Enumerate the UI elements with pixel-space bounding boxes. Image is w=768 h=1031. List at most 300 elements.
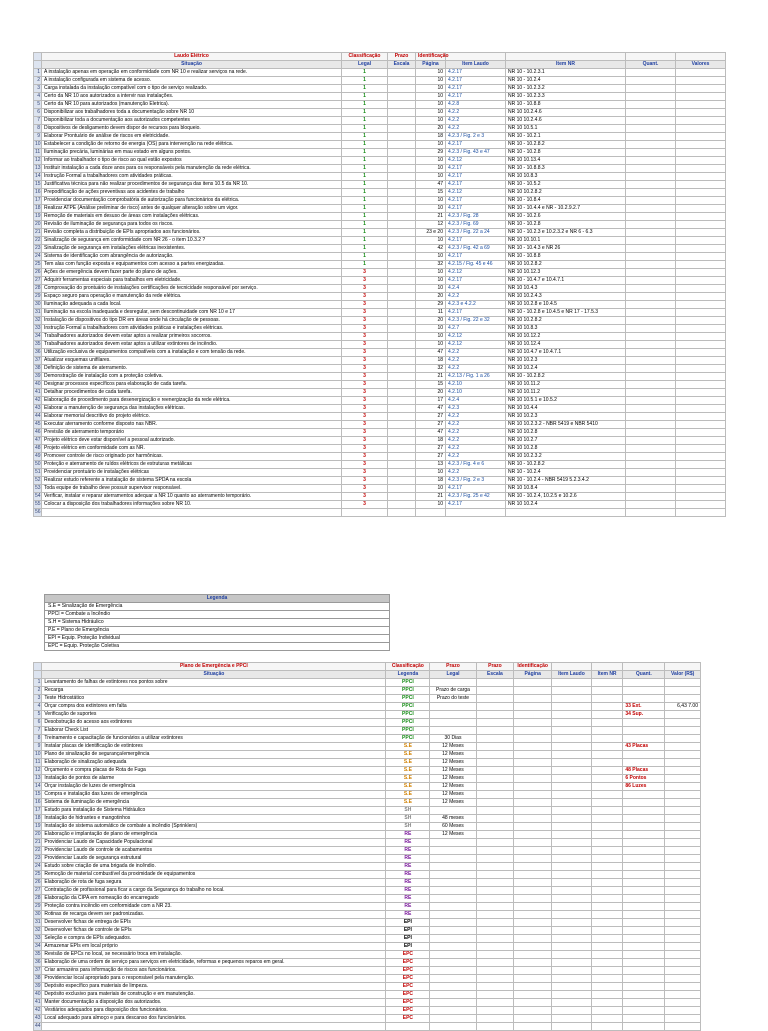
cell-legal: 3 xyxy=(342,269,388,277)
cell-situacao: Projeto elétrico deve estar disponível a pessoal autorizado. xyxy=(42,437,342,445)
table-row xyxy=(34,509,726,517)
header-valor: Valor (R$) xyxy=(665,671,701,679)
row-number: 20 xyxy=(35,831,41,837)
cell-quant xyxy=(626,421,676,429)
cell-pagina: 10 xyxy=(416,341,446,349)
cell-empty xyxy=(514,879,552,887)
cell-valores xyxy=(676,221,726,229)
cell-pagina: 10 xyxy=(416,141,446,149)
cell-empty xyxy=(514,823,552,831)
cell-situacao: Instalação de hidrantes e mangotinhos xyxy=(42,815,386,823)
cell-legal xyxy=(430,943,476,951)
cell-pagina: 10 xyxy=(416,101,446,109)
table-row xyxy=(34,173,726,181)
cell-empty xyxy=(476,823,514,831)
cell-legal: 12 Meses xyxy=(430,799,476,807)
cell-escala xyxy=(388,69,416,77)
cell-empty xyxy=(514,743,552,751)
cell-empty xyxy=(552,855,592,863)
cell-empty xyxy=(591,1015,622,1023)
cell-legenda: S.E xyxy=(386,759,430,767)
cell-empty xyxy=(552,711,592,719)
cell-valores xyxy=(676,429,726,437)
cell-quant: 48 Placas xyxy=(623,767,665,775)
cell-empty xyxy=(591,991,622,999)
table-row xyxy=(34,309,726,317)
cell-situacao: Elaborar Prontuário de análise de riscos em eletricidade. xyxy=(42,133,342,141)
cell-empty xyxy=(552,863,592,871)
cell-valor xyxy=(665,983,701,991)
row-number: 39 xyxy=(35,983,41,989)
cell-escala xyxy=(388,93,416,101)
row-number: 14 xyxy=(35,173,41,179)
cell-legal: 3 xyxy=(342,421,388,429)
cell-quant xyxy=(626,469,676,477)
cell-quant xyxy=(623,751,665,759)
cell-escala xyxy=(388,157,416,165)
cell-empty xyxy=(514,767,552,775)
cell-situacao: Promover controle de risco originado por harmônicas. xyxy=(42,453,342,461)
cell-empty xyxy=(591,935,622,943)
cell-empty xyxy=(514,919,552,927)
row-number: 19 xyxy=(35,213,41,219)
cell-item-laudo: 4.2.2 xyxy=(446,109,506,117)
cell-quant xyxy=(626,509,676,517)
cell-empty xyxy=(476,871,514,879)
cell-legal: 3 xyxy=(342,365,388,373)
cell-empty xyxy=(514,1023,552,1031)
table-row xyxy=(34,991,701,999)
cell-pagina: 32 xyxy=(416,365,446,373)
cell-legenda: S.E xyxy=(386,799,430,807)
cell-legenda: RE xyxy=(386,863,430,871)
cell-valores xyxy=(676,413,726,421)
cell-item-nr: NR 10 - 10.4.7 e 10.4.7.1 xyxy=(506,277,626,285)
cell-legal xyxy=(430,839,476,847)
row-number: 41 xyxy=(35,389,41,395)
cell-legal xyxy=(430,967,476,975)
header-valores: Valores xyxy=(676,61,726,69)
cell-quant xyxy=(623,791,665,799)
cell-quant xyxy=(626,69,676,77)
table-row xyxy=(34,461,726,469)
cell-pagina: 15 xyxy=(416,189,446,197)
cell-item-laudo: 4.2.17 xyxy=(446,85,506,93)
cell-legal: 1 xyxy=(342,189,388,197)
cell-escala xyxy=(388,381,416,389)
row-number: 18 xyxy=(35,205,41,211)
cell-valores xyxy=(676,165,726,173)
cell-legal: 3 xyxy=(342,429,388,437)
cell-quant xyxy=(626,461,676,469)
header-quant: Quant. xyxy=(623,671,665,679)
table-row xyxy=(34,189,726,197)
table-row xyxy=(34,269,726,277)
cell-item-nr: NR 10 10.2.4.3 xyxy=(506,293,626,301)
cell-empty xyxy=(591,919,622,927)
cell-legal: Prazo de carga xyxy=(430,687,476,695)
cell-quant xyxy=(626,293,676,301)
cell-quant xyxy=(623,727,665,735)
header-legenda: Legenda xyxy=(386,671,430,679)
cell-quant xyxy=(626,173,676,181)
cell-situacao: Orçamento e compra placas de Rota de Fuga xyxy=(42,767,386,775)
cell-empty xyxy=(514,783,552,791)
cell-empty xyxy=(514,815,552,823)
cell-situacao: Detalhar procedimentos de cada tarefa. xyxy=(42,389,342,397)
cell-valores xyxy=(676,357,726,365)
cell-quant xyxy=(626,133,676,141)
cell-escala xyxy=(388,365,416,373)
cell-quant xyxy=(623,839,665,847)
cell-empty xyxy=(514,687,552,695)
table-row xyxy=(34,751,701,759)
cell-legal: 3 xyxy=(342,357,388,365)
cell-situacao: Treinamento e capacitação de funcionários a utilizar extintores xyxy=(42,735,386,743)
cell-pagina: 10 xyxy=(416,469,446,477)
cell-empty xyxy=(552,983,592,991)
table-row xyxy=(34,695,701,703)
cell-situacao: Sistema de identificação com abrangência de autorização. xyxy=(42,253,342,261)
cell-legenda: EPC xyxy=(386,951,430,959)
cell-legal: 1 xyxy=(342,157,388,165)
cell-empty xyxy=(591,687,622,695)
row-number: 11 xyxy=(35,759,41,765)
cell-legal xyxy=(430,855,476,863)
cell-situacao: Seleção e compra de EPIs adequados. xyxy=(42,935,386,943)
cell-legenda: RE xyxy=(386,855,430,863)
cell-situacao xyxy=(42,509,342,517)
cell-item-laudo: 4.2.3 / Fig. 25 e 42 xyxy=(446,493,506,501)
cell-quant xyxy=(626,205,676,213)
row-number: 27 xyxy=(35,277,41,283)
cell-situacao: Estudo sobre criação de uma brigada de incêndio. xyxy=(42,863,386,871)
cell-item-laudo: 4.2.3 / Fig. 2 e 3 xyxy=(446,477,506,485)
cell-item-nr: NR 10 - 10.2.8 xyxy=(506,221,626,229)
cell-empty xyxy=(476,1007,514,1015)
header-situacao: Situação xyxy=(42,671,386,679)
cell-pagina: 10 xyxy=(416,205,446,213)
cell-pagina: 27 xyxy=(416,445,446,453)
cell-valor xyxy=(665,967,701,975)
table-row xyxy=(34,413,726,421)
table-row xyxy=(34,501,726,509)
table-row xyxy=(34,943,701,951)
cell-empty xyxy=(476,951,514,959)
cell-empty xyxy=(552,911,592,919)
row-number: 50 xyxy=(35,461,41,467)
cell-escala xyxy=(388,461,416,469)
cell-valores xyxy=(676,405,726,413)
cell-pagina: 21 xyxy=(416,493,446,501)
table-row xyxy=(34,967,701,975)
cell-item-laudo: 4.2.4 xyxy=(446,285,506,293)
row-number: 41 xyxy=(35,999,41,1005)
cell-empty xyxy=(552,1007,592,1015)
cell-legal: 1 xyxy=(342,109,388,117)
cell-item-nr: NR 10 - 10.8.4 xyxy=(506,197,626,205)
cell-situacao: Elaboração de rota de fuga segura xyxy=(42,879,386,887)
cell-escala xyxy=(388,85,416,93)
cell-empty xyxy=(476,767,514,775)
cell-legenda: SH xyxy=(386,807,430,815)
cell-legal: 1 xyxy=(342,141,388,149)
cell-valores xyxy=(676,237,726,245)
cell-empty xyxy=(514,943,552,951)
plano-emergencia-table xyxy=(33,662,701,1031)
cell-legal xyxy=(430,975,476,983)
row-number: 16 xyxy=(35,189,41,195)
cell-valores xyxy=(676,101,726,109)
cell-empty xyxy=(591,823,622,831)
table-row xyxy=(34,165,726,173)
cell-escala xyxy=(388,269,416,277)
cell-item-nr: NR 10 10.8.3 xyxy=(506,325,626,333)
cell-legal: 1 xyxy=(342,77,388,85)
cell-valores xyxy=(676,389,726,397)
cell-valores xyxy=(676,461,726,469)
table-row xyxy=(34,903,701,911)
cell-empty xyxy=(514,831,552,839)
cell-empty xyxy=(514,991,552,999)
cell-empty xyxy=(476,903,514,911)
cell-valor xyxy=(665,687,701,695)
cell-situacao: Iluminação na escola inadequada e desregular, sem descontinuidade com NR 10 e 17 xyxy=(42,309,342,317)
cell-legenda: RE xyxy=(386,879,430,887)
cell-pagina: 10 xyxy=(416,501,446,509)
header-classificacao: Classificação xyxy=(342,53,388,61)
cell-situacao: Compra e instalação das luzes de emergência xyxy=(42,791,386,799)
cell-situacao: A instalação apenas em operação em conformidade com NR 10 e realizar serviços na rede. xyxy=(42,69,342,77)
cell-quant xyxy=(623,687,665,695)
cell-quant xyxy=(623,967,665,975)
cell-empty xyxy=(476,735,514,743)
table-row xyxy=(34,181,726,189)
row-number: 8 xyxy=(34,125,42,133)
row-number: 31 xyxy=(35,309,41,315)
cell-empty xyxy=(514,959,552,967)
cell-valores xyxy=(676,157,726,165)
cell-empty xyxy=(591,703,622,711)
cell-pagina: 23 e 20 xyxy=(416,229,446,237)
cell-quant xyxy=(623,807,665,815)
cell-situacao: Desobstrução do acesso aos extintores xyxy=(42,719,386,727)
cell-legal: Prazo do teste xyxy=(430,695,476,703)
cell-quant xyxy=(626,117,676,125)
cell-empty xyxy=(514,791,552,799)
cell-escala xyxy=(388,245,416,253)
cell-empty xyxy=(552,791,592,799)
cell-quant xyxy=(623,983,665,991)
cell-empty xyxy=(591,879,622,887)
cell-item-laudo: 4.2.17 xyxy=(446,253,506,261)
cell-legenda: S.E xyxy=(386,751,430,759)
cell-escala xyxy=(388,421,416,429)
cell-situacao: Iluminação precária, luminárias em mau estado em alguns pontos. xyxy=(42,149,342,157)
row-number: 22 xyxy=(35,237,41,243)
cell-pagina: 10 xyxy=(416,85,446,93)
cell-situacao: Levantamento de falhas de extintores nos pontos sobre xyxy=(42,679,386,687)
cell-quant xyxy=(626,325,676,333)
row-number: 49 xyxy=(35,453,41,459)
table-row xyxy=(34,285,726,293)
cell-valor xyxy=(665,1007,701,1015)
cell-situacao: Espaço seguro para operação e manutenção da rede elétrica. xyxy=(42,293,342,301)
cell-situacao: Revisão completa a distribuição de EPIs apropriados aos funcionários. xyxy=(42,229,342,237)
cell-legal xyxy=(430,927,476,935)
cell-quant xyxy=(626,285,676,293)
cell-situacao: Instalação de dispositivos do tipo DR em áreas onde há circulação de pessoas. xyxy=(42,317,342,325)
header-quant: Quant. xyxy=(626,61,676,69)
cell-empty xyxy=(514,871,552,879)
table-row xyxy=(34,823,701,831)
cell-escala xyxy=(388,189,416,197)
row-number: 46 xyxy=(35,429,41,435)
table-row xyxy=(34,679,701,687)
cell-item-nr: NR 10 10.2.8.2 xyxy=(506,317,626,325)
cell-item-laudo: 4.2.17 xyxy=(446,309,506,317)
cell-quant xyxy=(623,927,665,935)
cell-empty xyxy=(476,759,514,767)
row-number: 35 xyxy=(35,951,41,957)
cell-item-nr: NR 10 10.2.3.2 xyxy=(506,453,626,461)
cell-legal xyxy=(430,887,476,895)
cell-legal: 1 xyxy=(342,149,388,157)
cell-item-nr: NR 10 10.11.2 xyxy=(506,389,626,397)
cell-legal xyxy=(430,703,476,711)
cell-escala xyxy=(388,221,416,229)
cell-quant xyxy=(626,485,676,493)
cell-empty xyxy=(476,1023,514,1031)
cell-empty xyxy=(552,751,592,759)
cell-legal xyxy=(430,903,476,911)
cell-legal: 3 xyxy=(342,413,388,421)
cell-item-laudo: 4.2.3 / Fig. 43 e 47 xyxy=(446,149,506,157)
cell-valor xyxy=(665,871,701,879)
cell-legenda: PPCI xyxy=(386,727,430,735)
cell-empty xyxy=(552,719,592,727)
row-number: 6 xyxy=(34,109,42,117)
row-number: 25 xyxy=(35,261,41,267)
cell-empty xyxy=(552,871,592,879)
row-number: 10 xyxy=(35,751,41,757)
row-number: 14 xyxy=(35,783,41,789)
cell-item-laudo: 4.2.2 xyxy=(446,357,506,365)
cell-empty xyxy=(476,815,514,823)
cell-item-laudo: 4.2.12 xyxy=(446,333,506,341)
cell-item-laudo: 4.2.8 xyxy=(446,101,506,109)
cell-valores xyxy=(676,373,726,381)
row-number: 26 xyxy=(35,269,41,275)
cell-valor xyxy=(665,751,701,759)
cell-situacao: Providenciar documentação comprobatória de autorização para funcionários da elétrica. xyxy=(42,197,342,205)
cell-valores xyxy=(676,285,726,293)
cell-situacao: Instalar placas de identificação de extintores xyxy=(42,743,386,751)
cell-quant xyxy=(626,101,676,109)
cell-valores xyxy=(676,501,726,509)
row-number: 9 xyxy=(34,743,42,751)
table-row xyxy=(34,687,701,695)
row-number: 21 xyxy=(35,229,41,235)
cell-legenda: PPCI xyxy=(386,719,430,727)
cell-legal: 3 xyxy=(342,301,388,309)
cell-empty xyxy=(476,895,514,903)
cell-item-laudo: 4.2.2 xyxy=(446,421,506,429)
cell-empty xyxy=(476,847,514,855)
cell-item-laudo: 4.2.2 xyxy=(446,413,506,421)
cell-item-nr: NR 10 10.2.8 e 10.4.5 xyxy=(506,301,626,309)
cell-legenda: EPI xyxy=(386,919,430,927)
cell-legal xyxy=(430,1007,476,1015)
cell-empty xyxy=(476,831,514,839)
cell-legal: 12 Meses xyxy=(430,783,476,791)
cell-quant xyxy=(623,799,665,807)
cell-quant xyxy=(623,679,665,687)
table-row xyxy=(34,735,701,743)
cell-valores xyxy=(676,213,726,221)
cell-situacao: Estudo para instalação de Sistema Hidráulico xyxy=(42,807,386,815)
cell-valores xyxy=(676,349,726,357)
cell-empty xyxy=(476,807,514,815)
cell-valor xyxy=(665,895,701,903)
row-number: 27 xyxy=(35,887,41,893)
cell-empty xyxy=(552,743,592,751)
cell-item-nr: NR 10 - 10.2.3 e 10.2.3.2 e NR 6 - 6.3 xyxy=(506,229,626,237)
cell-escala xyxy=(388,309,416,317)
cell-valores xyxy=(676,69,726,77)
table-row xyxy=(34,125,726,133)
cell-situacao: Elaborar memorial descritivo do projeto elétrico. xyxy=(42,413,342,421)
row-number: 13 xyxy=(35,165,41,171)
cell-valores xyxy=(676,181,726,189)
cell-empty xyxy=(552,847,592,855)
cell-pagina: 13 xyxy=(416,461,446,469)
table-row xyxy=(34,485,726,493)
cell-situacao: Realizar estudo referente a instalação de sistema SPDA na escola xyxy=(42,477,342,485)
cell-escala xyxy=(388,429,416,437)
cell-legenda: RE xyxy=(386,839,430,847)
cell-quant xyxy=(623,999,665,1007)
cell-escala xyxy=(388,125,416,133)
cell-valores xyxy=(676,421,726,429)
table-row xyxy=(34,807,701,815)
cell-legal xyxy=(430,983,476,991)
cell-item-laudo: 4.2.17 xyxy=(446,165,506,173)
row-number: 2 xyxy=(34,687,42,695)
cell-empty xyxy=(591,711,622,719)
cell-empty xyxy=(552,815,592,823)
cell-valores xyxy=(676,293,726,301)
cell-pagina: 27 xyxy=(416,453,446,461)
cell-escala xyxy=(388,349,416,357)
cell-situacao: Demonstração de instalação com a proteção coletiva. xyxy=(42,373,342,381)
cell-quant xyxy=(626,109,676,117)
cell-valor: 6,43 7.00 xyxy=(665,703,701,711)
cell-legal: 1 xyxy=(342,165,388,173)
cell-empty xyxy=(591,943,622,951)
cell-situacao: Tem alas com função exposta e equipamentos com acesso a partes energizadas. xyxy=(42,261,342,269)
table-row xyxy=(34,429,726,437)
cell-empty xyxy=(476,775,514,783)
table-row xyxy=(34,93,726,101)
row-number: 8 xyxy=(34,735,42,743)
cell-situacao: Sinalização de segurança em instalações elétricas inexistentes. xyxy=(42,245,342,253)
cell-quant xyxy=(626,413,676,421)
cell-item-laudo: 4.2.17 xyxy=(446,501,506,509)
cell-valor xyxy=(665,1015,701,1023)
cell-valor xyxy=(665,839,701,847)
row-number: 29 xyxy=(35,293,41,299)
